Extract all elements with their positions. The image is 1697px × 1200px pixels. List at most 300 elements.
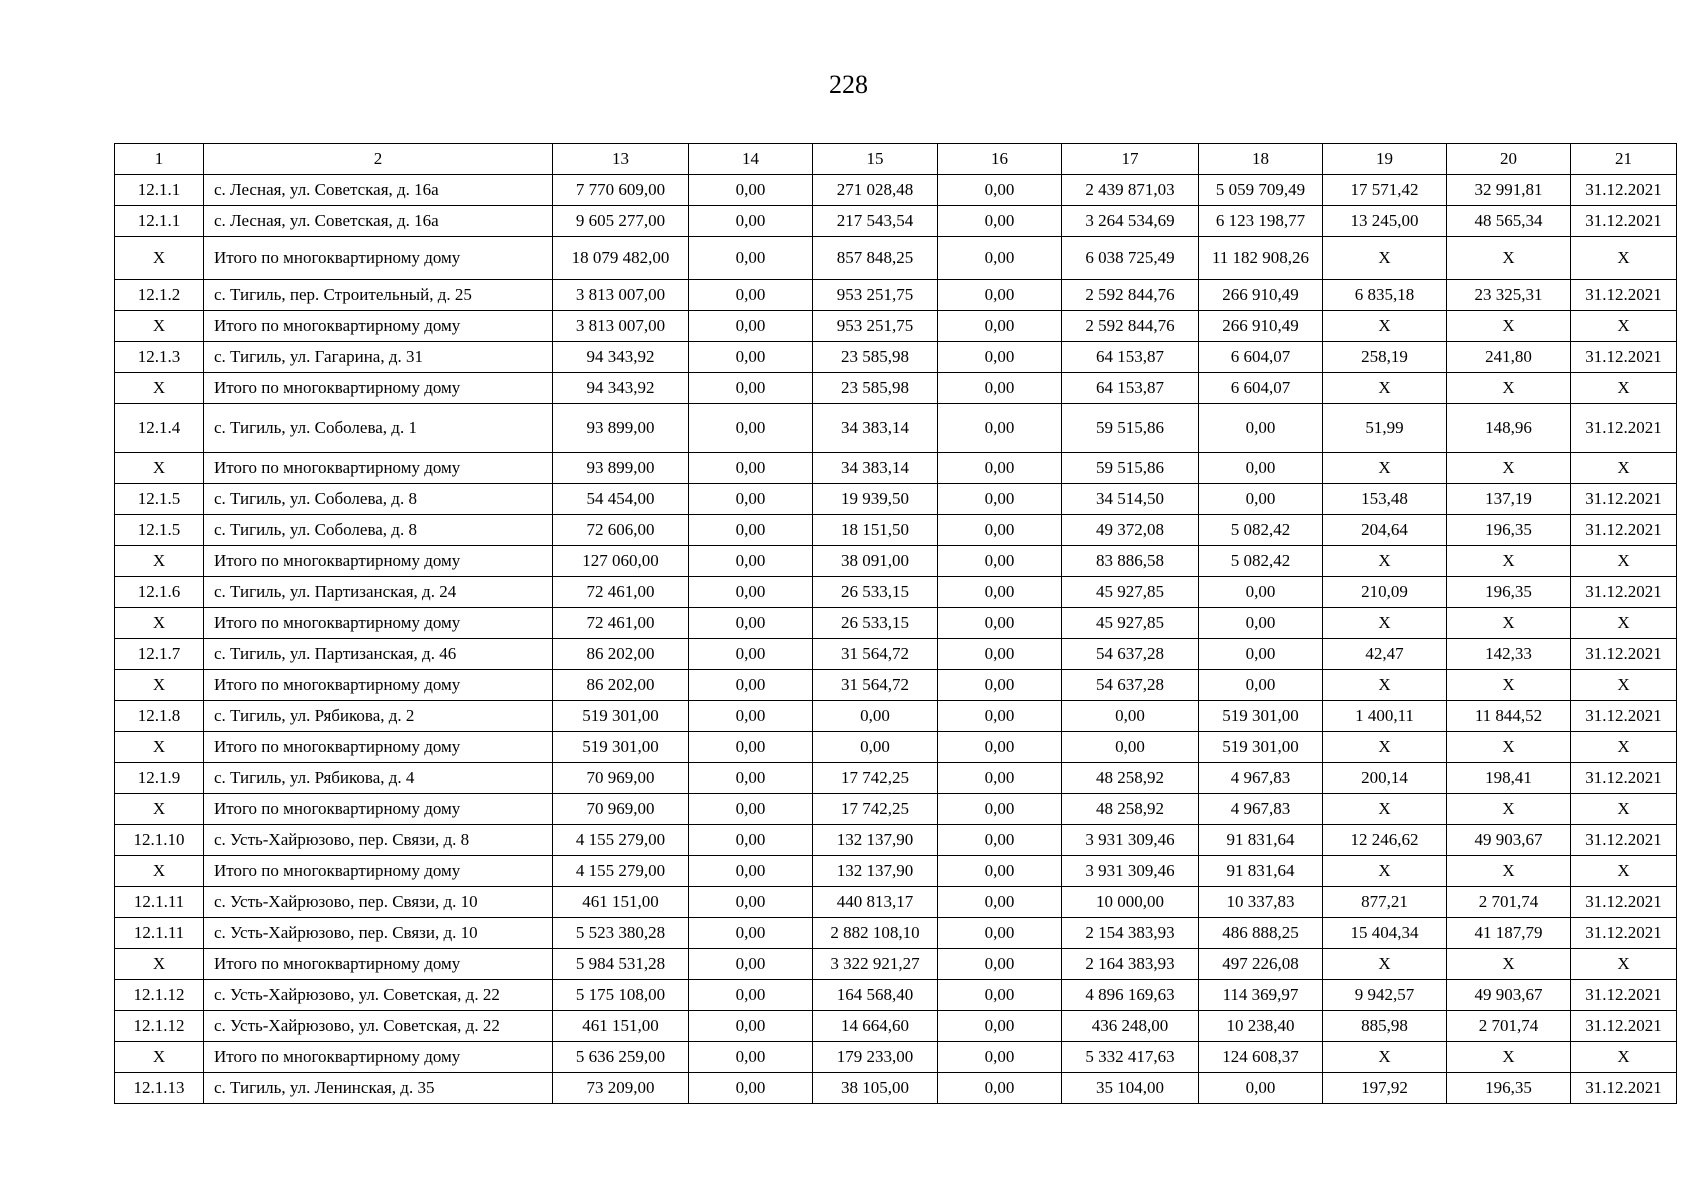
cell-col-13: 70 969,00 xyxy=(553,763,689,794)
cell-col-15: 31 564,72 xyxy=(813,639,938,670)
cell-col-13: 93 899,00 xyxy=(553,404,689,453)
cell-col-16: 0,00 xyxy=(938,280,1062,311)
cell-col-15: 17 742,25 xyxy=(813,794,938,825)
cell-address: с. Тигиль, ул. Соболева, д. 8 xyxy=(204,484,553,515)
cell-col-15: 953 251,75 xyxy=(813,311,938,342)
table-row xyxy=(115,515,1677,546)
cell-col-13: 72 461,00 xyxy=(553,577,689,608)
cell-address: Итого по многоквартирному дому xyxy=(204,237,553,280)
cell-col-16: 0,00 xyxy=(938,1073,1062,1104)
cell-col-18: 519 301,00 xyxy=(1199,701,1323,732)
cell-col-18: 5 059 709,49 xyxy=(1199,175,1323,206)
data-table xyxy=(114,143,1677,1104)
cell-col-21: Х xyxy=(1571,949,1677,980)
cell-col-21: Х xyxy=(1571,311,1677,342)
cell-col-13: 5 523 380,28 xyxy=(553,918,689,949)
cell-col-13: 5 636 259,00 xyxy=(553,1042,689,1073)
cell-col-19: Х xyxy=(1323,237,1447,280)
cell-address: Итого по многоквартирному дому xyxy=(204,546,553,577)
cell-col-16: 0,00 xyxy=(938,670,1062,701)
cell-col-16: 0,00 xyxy=(938,373,1062,404)
cell-col-20: 48 565,34 xyxy=(1447,206,1571,237)
cell-col-18: 10 238,40 xyxy=(1199,1011,1323,1042)
cell-col-17: 59 515,86 xyxy=(1062,453,1199,484)
total-row xyxy=(115,856,1677,887)
cell-number: 12.1.5 xyxy=(115,515,204,546)
cell-col-15: 132 137,90 xyxy=(813,856,938,887)
cell-col-15: 34 383,14 xyxy=(813,453,938,484)
cell-number: Х xyxy=(115,949,204,980)
cell-col-17: 48 258,92 xyxy=(1062,763,1199,794)
cell-col-18: 4 967,83 xyxy=(1199,763,1323,794)
cell-col-20: Х xyxy=(1447,732,1571,763)
column-header: 13 xyxy=(553,144,689,175)
cell-col-19: 15 404,34 xyxy=(1323,918,1447,949)
cell-col-15: 179 233,00 xyxy=(813,1042,938,1073)
cell-col-17: 45 927,85 xyxy=(1062,608,1199,639)
cell-col-14: 0,00 xyxy=(689,280,813,311)
cell-address: Итого по многоквартирному дому xyxy=(204,608,553,639)
cell-col-21: Х xyxy=(1571,1042,1677,1073)
table-row xyxy=(115,175,1677,206)
cell-col-20: 23 325,31 xyxy=(1447,280,1571,311)
cell-col-18: 10 337,83 xyxy=(1199,887,1323,918)
table-row xyxy=(115,701,1677,732)
cell-col-14: 0,00 xyxy=(689,670,813,701)
cell-col-20: Х xyxy=(1447,546,1571,577)
cell-col-16: 0,00 xyxy=(938,237,1062,280)
cell-col-13: 94 343,92 xyxy=(553,373,689,404)
cell-col-20: Х xyxy=(1447,1042,1571,1073)
cell-col-18: 0,00 xyxy=(1199,453,1323,484)
cell-address: с. Тигиль, ул. Рябикова, д. 2 xyxy=(204,701,553,732)
table-row xyxy=(115,980,1677,1011)
cell-col-15: 3 322 921,27 xyxy=(813,949,938,980)
cell-number: 12.1.3 xyxy=(115,342,204,373)
cell-col-14: 0,00 xyxy=(689,763,813,794)
table-row xyxy=(115,280,1677,311)
cell-number: 12.1.11 xyxy=(115,887,204,918)
cell-col-20: 198,41 xyxy=(1447,763,1571,794)
cell-col-14: 0,00 xyxy=(689,342,813,373)
cell-col-19: Х xyxy=(1323,670,1447,701)
cell-col-20: 196,35 xyxy=(1447,515,1571,546)
cell-col-19: Х xyxy=(1323,311,1447,342)
cell-col-19: Х xyxy=(1323,453,1447,484)
cell-col-21: 31.12.2021 xyxy=(1571,639,1677,670)
cell-col-13: 4 155 279,00 xyxy=(553,825,689,856)
cell-col-14: 0,00 xyxy=(689,856,813,887)
cell-col-14: 0,00 xyxy=(689,577,813,608)
cell-col-21: 31.12.2021 xyxy=(1571,918,1677,949)
cell-col-13: 461 151,00 xyxy=(553,1011,689,1042)
cell-col-15: 2 882 108,10 xyxy=(813,918,938,949)
cell-number: 12.1.9 xyxy=(115,763,204,794)
cell-col-16: 0,00 xyxy=(938,175,1062,206)
cell-col-19: 13 245,00 xyxy=(1323,206,1447,237)
cell-address: Итого по многоквартирному дому xyxy=(204,949,553,980)
cell-col-15: 132 137,90 xyxy=(813,825,938,856)
cell-col-16: 0,00 xyxy=(938,577,1062,608)
cell-col-16: 0,00 xyxy=(938,342,1062,373)
cell-col-21: 31.12.2021 xyxy=(1571,515,1677,546)
cell-col-14: 0,00 xyxy=(689,980,813,1011)
cell-number: Х xyxy=(115,311,204,342)
cell-col-19: 17 571,42 xyxy=(1323,175,1447,206)
cell-col-20: Х xyxy=(1447,794,1571,825)
cell-col-13: 3 813 007,00 xyxy=(553,311,689,342)
cell-col-18: 6 604,07 xyxy=(1199,373,1323,404)
cell-col-21: 31.12.2021 xyxy=(1571,484,1677,515)
cell-col-16: 0,00 xyxy=(938,887,1062,918)
column-header: 14 xyxy=(689,144,813,175)
total-row xyxy=(115,237,1677,280)
cell-col-13: 86 202,00 xyxy=(553,670,689,701)
cell-address: Итого по многоквартирному дому xyxy=(204,794,553,825)
cell-col-15: 18 151,50 xyxy=(813,515,938,546)
cell-col-20: 2 701,74 xyxy=(1447,887,1571,918)
cell-address: Итого по многоквартирному дому xyxy=(204,670,553,701)
cell-col-16: 0,00 xyxy=(938,701,1062,732)
cell-col-19: 12 246,62 xyxy=(1323,825,1447,856)
cell-col-17: 3 264 534,69 xyxy=(1062,206,1199,237)
total-row xyxy=(115,732,1677,763)
cell-col-18: 266 910,49 xyxy=(1199,280,1323,311)
cell-address: с. Тигиль, ул. Ленинская, д. 35 xyxy=(204,1073,553,1104)
cell-col-19: Х xyxy=(1323,732,1447,763)
cell-col-14: 0,00 xyxy=(689,949,813,980)
cell-col-17: 10 000,00 xyxy=(1062,887,1199,918)
cell-col-17: 3 931 309,46 xyxy=(1062,825,1199,856)
cell-col-15: 14 664,60 xyxy=(813,1011,938,1042)
cell-col-18: 91 831,64 xyxy=(1199,825,1323,856)
cell-col-18: 91 831,64 xyxy=(1199,856,1323,887)
column-header: 18 xyxy=(1199,144,1323,175)
cell-col-20: 196,35 xyxy=(1447,1073,1571,1104)
cell-address: с. Усть-Хайрюзово, пер. Связи, д. 8 xyxy=(204,825,553,856)
cell-col-20: Х xyxy=(1447,373,1571,404)
cell-col-20: Х xyxy=(1447,856,1571,887)
cell-col-18: 6 604,07 xyxy=(1199,342,1323,373)
cell-col-14: 0,00 xyxy=(689,1073,813,1104)
cell-col-16: 0,00 xyxy=(938,856,1062,887)
cell-col-19: 210,09 xyxy=(1323,577,1447,608)
cell-col-15: 34 383,14 xyxy=(813,404,938,453)
cell-col-19: Х xyxy=(1323,546,1447,577)
cell-col-20: 41 187,79 xyxy=(1447,918,1571,949)
cell-col-19: 258,19 xyxy=(1323,342,1447,373)
cell-col-20: 49 903,67 xyxy=(1447,980,1571,1011)
cell-col-20: 11 844,52 xyxy=(1447,701,1571,732)
cell-col-21: Х xyxy=(1571,670,1677,701)
cell-col-16: 0,00 xyxy=(938,608,1062,639)
cell-col-14: 0,00 xyxy=(689,206,813,237)
cell-number: 12.1.11 xyxy=(115,918,204,949)
cell-col-16: 0,00 xyxy=(938,453,1062,484)
cell-address: с. Тигиль, ул. Рябикова, д. 4 xyxy=(204,763,553,794)
cell-col-18: 0,00 xyxy=(1199,639,1323,670)
cell-col-16: 0,00 xyxy=(938,1011,1062,1042)
cell-col-17: 2 439 871,03 xyxy=(1062,175,1199,206)
cell-address: Итого по многоквартирному дому xyxy=(204,453,553,484)
cell-col-16: 0,00 xyxy=(938,980,1062,1011)
cell-col-14: 0,00 xyxy=(689,794,813,825)
cell-col-17: 436 248,00 xyxy=(1062,1011,1199,1042)
cell-number: Х xyxy=(115,1042,204,1073)
cell-col-15: 0,00 xyxy=(813,701,938,732)
cell-col-19: Х xyxy=(1323,1042,1447,1073)
cell-number: 12.1.4 xyxy=(115,404,204,453)
cell-col-18: 11 182 908,26 xyxy=(1199,237,1323,280)
cell-address: с. Тигиль, пер. Строительный, д. 25 xyxy=(204,280,553,311)
cell-col-15: 26 533,15 xyxy=(813,608,938,639)
cell-col-17: 64 153,87 xyxy=(1062,342,1199,373)
cell-col-17: 35 104,00 xyxy=(1062,1073,1199,1104)
cell-col-13: 72 461,00 xyxy=(553,608,689,639)
cell-col-16: 0,00 xyxy=(938,206,1062,237)
cell-address: Итого по многоквартирному дому xyxy=(204,856,553,887)
cell-col-19: 877,21 xyxy=(1323,887,1447,918)
cell-col-19: 885,98 xyxy=(1323,1011,1447,1042)
cell-col-13: 9 605 277,00 xyxy=(553,206,689,237)
cell-col-20: 137,19 xyxy=(1447,484,1571,515)
cell-col-17: 45 927,85 xyxy=(1062,577,1199,608)
table-row xyxy=(115,577,1677,608)
cell-col-15: 440 813,17 xyxy=(813,887,938,918)
cell-col-21: 31.12.2021 xyxy=(1571,280,1677,311)
cell-col-20: 142,33 xyxy=(1447,639,1571,670)
cell-col-19: 197,92 xyxy=(1323,1073,1447,1104)
cell-col-21: 31.12.2021 xyxy=(1571,825,1677,856)
table-row xyxy=(115,484,1677,515)
cell-col-18: 0,00 xyxy=(1199,608,1323,639)
cell-col-15: 23 585,98 xyxy=(813,373,938,404)
cell-number: 12.1.1 xyxy=(115,175,204,206)
column-header: 15 xyxy=(813,144,938,175)
cell-col-20: Х xyxy=(1447,311,1571,342)
cell-col-18: 6 123 198,77 xyxy=(1199,206,1323,237)
cell-col-21: 31.12.2021 xyxy=(1571,887,1677,918)
cell-col-17: 4 896 169,63 xyxy=(1062,980,1199,1011)
cell-col-14: 0,00 xyxy=(689,701,813,732)
cell-address: с. Тигиль, ул. Гагарина, д. 31 xyxy=(204,342,553,373)
cell-address: с. Тигиль, ул. Партизанская, д. 24 xyxy=(204,577,553,608)
cell-col-16: 0,00 xyxy=(938,515,1062,546)
cell-address: с. Тигиль, ул. Соболева, д. 1 xyxy=(204,404,553,453)
cell-col-21: 31.12.2021 xyxy=(1571,763,1677,794)
cell-col-18: 124 608,37 xyxy=(1199,1042,1323,1073)
cell-col-14: 0,00 xyxy=(689,825,813,856)
cell-col-21: Х xyxy=(1571,608,1677,639)
cell-col-14: 0,00 xyxy=(689,1042,813,1073)
total-row xyxy=(115,373,1677,404)
cell-col-17: 5 332 417,63 xyxy=(1062,1042,1199,1073)
cell-col-20: Х xyxy=(1447,949,1571,980)
cell-number: 12.1.12 xyxy=(115,980,204,1011)
cell-col-17: 48 258,92 xyxy=(1062,794,1199,825)
cell-col-20: 148,96 xyxy=(1447,404,1571,453)
cell-col-19: Х xyxy=(1323,794,1447,825)
cell-col-19: Х xyxy=(1323,373,1447,404)
cell-col-13: 18 079 482,00 xyxy=(553,237,689,280)
page-number: 228 xyxy=(829,70,868,99)
cell-col-18: 266 910,49 xyxy=(1199,311,1323,342)
cell-col-21: Х xyxy=(1571,856,1677,887)
cell-col-19: 1 400,11 xyxy=(1323,701,1447,732)
cell-number: Х xyxy=(115,670,204,701)
cell-col-18: 114 369,97 xyxy=(1199,980,1323,1011)
cell-col-19: 51,99 xyxy=(1323,404,1447,453)
cell-number: Х xyxy=(115,546,204,577)
table-row xyxy=(115,1011,1677,1042)
cell-col-15: 31 564,72 xyxy=(813,670,938,701)
table-body xyxy=(115,144,1677,1104)
cell-number: Х xyxy=(115,608,204,639)
cell-number: 12.1.5 xyxy=(115,484,204,515)
cell-number: 12.1.10 xyxy=(115,825,204,856)
cell-col-15: 17 742,25 xyxy=(813,763,938,794)
cell-address: с. Лесная, ул. Советская, д. 16а xyxy=(204,206,553,237)
column-header: 21 xyxy=(1571,144,1677,175)
cell-col-15: 19 939,50 xyxy=(813,484,938,515)
cell-col-21: Х xyxy=(1571,546,1677,577)
cell-col-17: 0,00 xyxy=(1062,732,1199,763)
column-header: 20 xyxy=(1447,144,1571,175)
cell-number: 12.1.13 xyxy=(115,1073,204,1104)
cell-col-14: 0,00 xyxy=(689,373,813,404)
table-row xyxy=(115,404,1677,453)
cell-col-13: 3 813 007,00 xyxy=(553,280,689,311)
cell-col-18: 0,00 xyxy=(1199,670,1323,701)
table-row xyxy=(115,639,1677,670)
cell-col-17: 3 931 309,46 xyxy=(1062,856,1199,887)
cell-col-14: 0,00 xyxy=(689,546,813,577)
cell-col-15: 23 585,98 xyxy=(813,342,938,373)
cell-col-13: 7 770 609,00 xyxy=(553,175,689,206)
cell-col-13: 5 175 108,00 xyxy=(553,980,689,1011)
column-header: 1 xyxy=(115,144,204,175)
cell-col-14: 0,00 xyxy=(689,484,813,515)
cell-col-20: 49 903,67 xyxy=(1447,825,1571,856)
cell-col-20: Х xyxy=(1447,453,1571,484)
cell-col-19: 200,14 xyxy=(1323,763,1447,794)
cell-col-17: 54 637,28 xyxy=(1062,639,1199,670)
cell-col-21: 31.12.2021 xyxy=(1571,1073,1677,1104)
cell-col-21: 31.12.2021 xyxy=(1571,404,1677,453)
cell-col-20: 2 701,74 xyxy=(1447,1011,1571,1042)
cell-col-17: 59 515,86 xyxy=(1062,404,1199,453)
total-row xyxy=(115,311,1677,342)
table-row xyxy=(115,206,1677,237)
cell-col-20: 196,35 xyxy=(1447,577,1571,608)
table-row xyxy=(115,342,1677,373)
cell-col-16: 0,00 xyxy=(938,546,1062,577)
cell-col-19: Х xyxy=(1323,856,1447,887)
cell-col-15: 857 848,25 xyxy=(813,237,938,280)
cell-col-17: 0,00 xyxy=(1062,701,1199,732)
cell-col-13: 54 454,00 xyxy=(553,484,689,515)
cell-number: Х xyxy=(115,453,204,484)
table-row xyxy=(115,763,1677,794)
table-row xyxy=(115,887,1677,918)
cell-address: с. Тигиль, ул. Соболева, д. 8 xyxy=(204,515,553,546)
cell-address: Итого по многоквартирному дому xyxy=(204,311,553,342)
cell-col-13: 461 151,00 xyxy=(553,887,689,918)
cell-col-15: 164 568,40 xyxy=(813,980,938,1011)
cell-address: Итого по многоквартирному дому xyxy=(204,373,553,404)
cell-col-18: 486 888,25 xyxy=(1199,918,1323,949)
table-row xyxy=(115,918,1677,949)
cell-col-13: 94 343,92 xyxy=(553,342,689,373)
total-row xyxy=(115,949,1677,980)
cell-col-17: 2 154 383,93 xyxy=(1062,918,1199,949)
cell-col-17: 34 514,50 xyxy=(1062,484,1199,515)
cell-col-13: 86 202,00 xyxy=(553,639,689,670)
cell-col-17: 6 038 725,49 xyxy=(1062,237,1199,280)
cell-col-18: 519 301,00 xyxy=(1199,732,1323,763)
cell-col-21: Х xyxy=(1571,453,1677,484)
cell-address: Итого по многоквартирному дому xyxy=(204,1042,553,1073)
cell-col-20: Х xyxy=(1447,608,1571,639)
cell-col-20: 241,80 xyxy=(1447,342,1571,373)
cell-col-13: 4 155 279,00 xyxy=(553,856,689,887)
cell-col-20: 32 991,81 xyxy=(1447,175,1571,206)
cell-address: Итого по многоквартирному дому xyxy=(204,732,553,763)
cell-address: с. Усть-Хайрюзово, ул. Советская, д. 22 xyxy=(204,1011,553,1042)
cell-col-18: 5 082,42 xyxy=(1199,546,1323,577)
total-row xyxy=(115,794,1677,825)
cell-address: с. Усть-Хайрюзово, пер. Связи, д. 10 xyxy=(204,918,553,949)
cell-col-14: 0,00 xyxy=(689,887,813,918)
cell-address: с. Тигиль, ул. Партизанская, д. 46 xyxy=(204,639,553,670)
cell-col-21: 31.12.2021 xyxy=(1571,980,1677,1011)
cell-col-14: 0,00 xyxy=(689,918,813,949)
cell-col-21: Х xyxy=(1571,237,1677,280)
cell-number: Х xyxy=(115,856,204,887)
total-row xyxy=(115,670,1677,701)
cell-col-16: 0,00 xyxy=(938,763,1062,794)
cell-col-15: 271 028,48 xyxy=(813,175,938,206)
cell-col-21: 31.12.2021 xyxy=(1571,701,1677,732)
cell-address: с. Лесная, ул. Советская, д. 16а xyxy=(204,175,553,206)
cell-number: 12.1.12 xyxy=(115,1011,204,1042)
cell-address: с. Усть-Хайрюзово, ул. Советская, д. 22 xyxy=(204,980,553,1011)
header-row xyxy=(115,144,1677,175)
total-row xyxy=(115,608,1677,639)
cell-col-16: 0,00 xyxy=(938,484,1062,515)
cell-col-16: 0,00 xyxy=(938,825,1062,856)
cell-col-20: Х xyxy=(1447,237,1571,280)
cell-col-14: 0,00 xyxy=(689,237,813,280)
cell-col-19: Х xyxy=(1323,608,1447,639)
cell-col-13: 519 301,00 xyxy=(553,701,689,732)
table-row xyxy=(115,1073,1677,1104)
column-header: 17 xyxy=(1062,144,1199,175)
cell-number: 12.1.7 xyxy=(115,639,204,670)
table-row xyxy=(115,825,1677,856)
column-header: 16 xyxy=(938,144,1062,175)
column-header: 2 xyxy=(204,144,553,175)
cell-col-13: 127 060,00 xyxy=(553,546,689,577)
cell-number: 12.1.8 xyxy=(115,701,204,732)
cell-col-19: 6 835,18 xyxy=(1323,280,1447,311)
cell-col-18: 497 226,08 xyxy=(1199,949,1323,980)
cell-col-17: 49 372,08 xyxy=(1062,515,1199,546)
cell-col-21: 31.12.2021 xyxy=(1571,175,1677,206)
cell-col-21: Х xyxy=(1571,794,1677,825)
cell-col-18: 0,00 xyxy=(1199,404,1323,453)
cell-col-19: Х xyxy=(1323,949,1447,980)
